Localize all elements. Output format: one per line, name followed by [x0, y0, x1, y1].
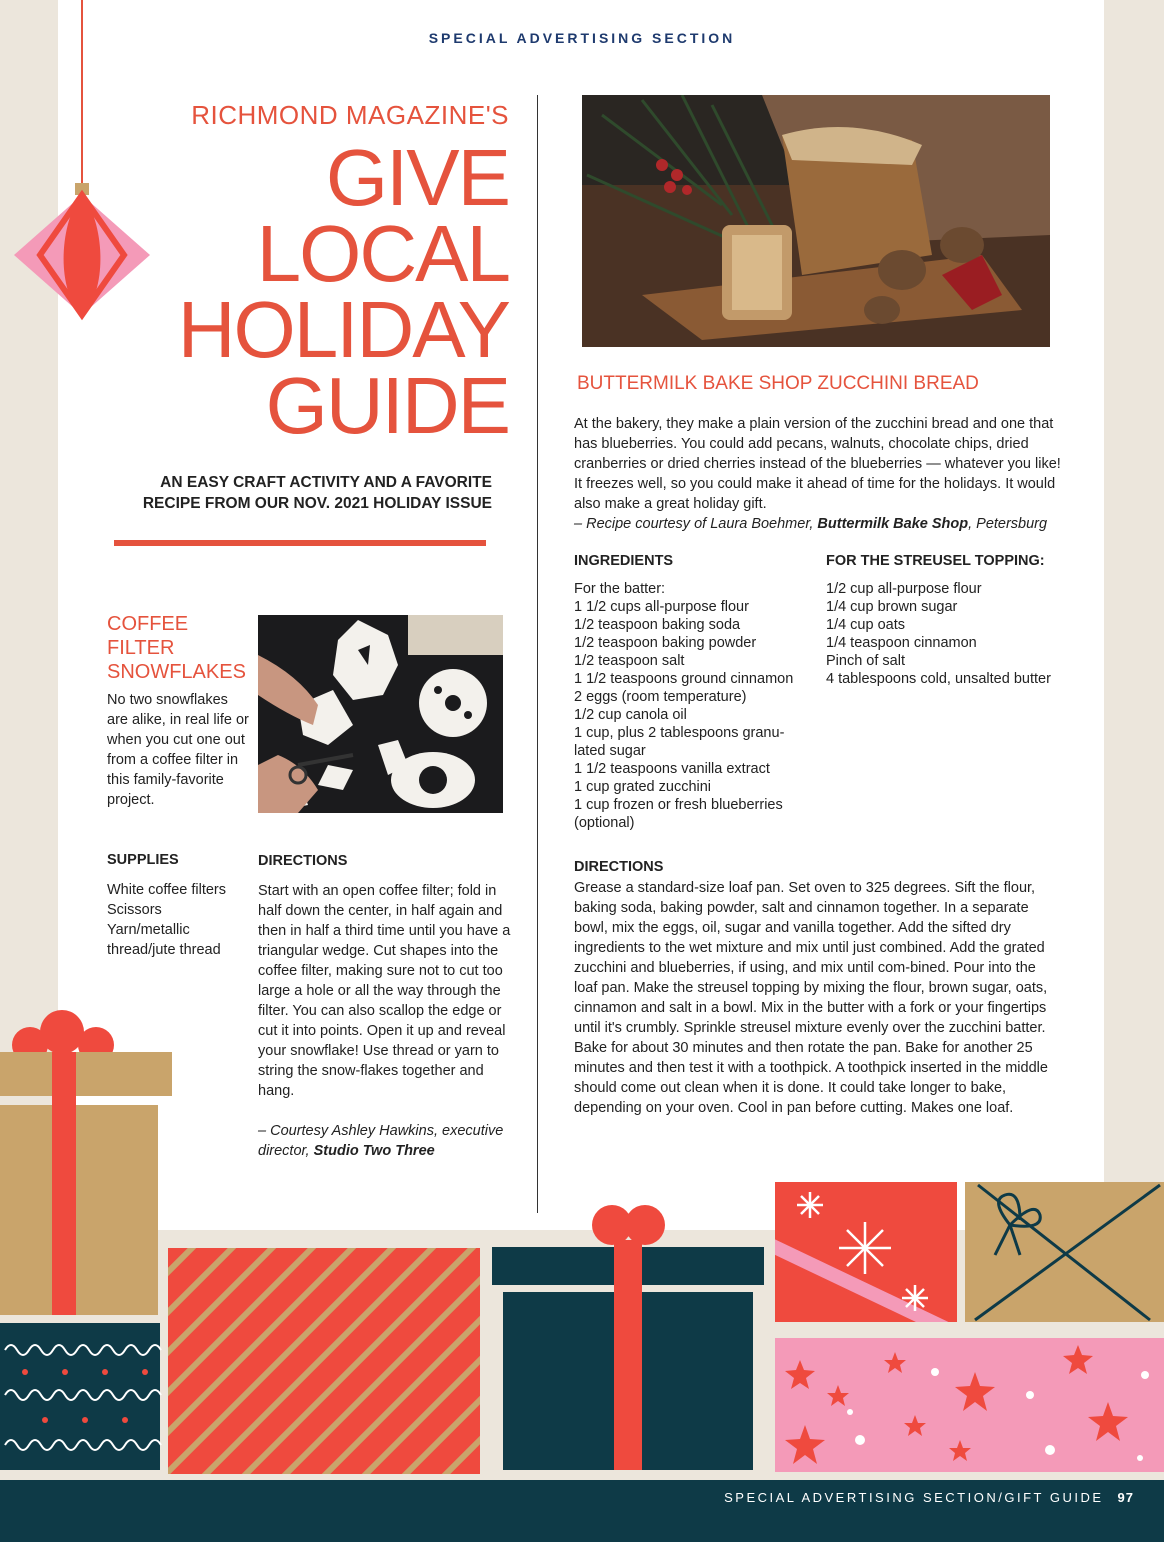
craft-intro: No two snowflakes are alike, in real life or when you cut one out from a coffee filter in this family-favorite project.	[107, 692, 249, 808]
divider-rule	[114, 540, 486, 546]
ingredient-item: 1/2 teaspoon salt	[574, 653, 685, 669]
title-line: LOCAL	[256, 209, 509, 298]
ingredient-item: 1/2 teaspoon baking soda	[574, 617, 741, 633]
ingredient-item: 1 cup frozen or fresh blueberries	[574, 797, 783, 813]
supplies-heading: SUPPLIES	[107, 852, 179, 868]
ingredient-item: 1/2 cup canola oil	[574, 707, 687, 723]
craft-directions-heading: DIRECTIONS	[258, 853, 348, 869]
ornament-icon	[14, 0, 150, 315]
ingredient-item: 1 cup grated zucchini	[574, 779, 712, 795]
craft-heading-line: SNOWFLAKES	[107, 661, 246, 683]
craft-credit-prefix: – Courtesy Ashley Hawkins, executive director,	[258, 1123, 504, 1159]
subtitle-line: AN EASY CRAFT ACTIVITY AND A FAVORITE	[160, 474, 492, 491]
craft-credit	[258, 1121, 528, 1161]
gift-teal-icon	[492, 1205, 764, 1470]
supply-item: White coffee filters	[107, 882, 227, 898]
subtitle-line: RECIPE FROM OUR NOV. 2021 HOLIDAY ISSUE	[142, 495, 492, 512]
page-title	[177, 133, 509, 450]
streusel-heading: FOR THE STREUSEL TOPPING:	[826, 553, 1045, 569]
streusel-item: 1/2 cup all-purpose flour	[826, 581, 982, 597]
craft-heading	[107, 612, 246, 684]
gift-left-icon	[0, 1010, 172, 1470]
section-header: SPECIAL ADVERTISING SECTION	[428, 30, 736, 46]
streusel-item: 1/4 teaspoon cinnamon	[826, 635, 977, 651]
title-line: GUIDE	[265, 361, 509, 450]
streusel-item: 1/4 cup brown sugar	[826, 599, 958, 615]
supply-item: Scissors	[107, 902, 162, 918]
ingredient-item: 2 eggs (room temperature)	[574, 689, 747, 705]
recipe-credit	[574, 514, 1064, 534]
craft-directions: Start with an open coffee filter; fold in half down the center, in half again and then in half a third time until you have a triangular wedge. Cut shapes into the coffee filter, making sure not to cut too large a hole or all the way through the filter. You can also scallop the edge or cut it into points. Open it up and reveal your snowflake! Use thread or yarn to string the snow-flakes together and hang.	[258, 883, 511, 1099]
zucchini-bread-photo	[582, 95, 1050, 347]
supply-item: thread/jute thread	[107, 942, 221, 958]
title-line: HOLIDAY	[177, 285, 509, 374]
footer-guide: GIFT GUIDE	[1004, 1490, 1104, 1505]
streusel-list	[826, 580, 1051, 688]
recipe-credit-name: Buttermilk Bake Shop	[817, 516, 969, 532]
craft-credit-name: Studio Two Three	[313, 1143, 435, 1159]
gift-twine-icon	[965, 1182, 1164, 1322]
ingredients-heading: INGREDIENTS	[574, 553, 674, 569]
gift-stars-icon	[775, 1338, 1164, 1472]
column-divider	[537, 95, 538, 1213]
gift-snowflake-icon	[760, 1180, 970, 1340]
ingredient-item: For the batter:	[574, 581, 666, 597]
title-line: GIVE	[325, 133, 509, 222]
recipe-directions: Grease a standard-size loaf pan. Set oven to 325 degrees. Sift the flour, baking soda, baking powder, salt and cinnamon together. In a separate bowl, mix the eggs, oil, sugar and vanilla together. Add the sifted dry ingredients to the wet mixture and mix until just combined. Add the grated zucchini and blueberries, if using, and mix until com-bined. Pour into the loaf pan. Make the streusel topping by mixing the flour, brown sugar, oats, cinnamon and salt in a bowl. Mix in the butter with a fork or your fingertips until it's crumbly. Sprinkle streusel mixture evenly over the zucchini batter. Bake for about 30 minutes and then rotate the pan. Bake for another 25 minutes and then test it with a toothpick. A toothpick inserted in the middle should come out clean when it is done. It could take longer to bake, depending on your oven. Cool in pan before cutting. Makes one loaf.	[574, 880, 1048, 1116]
page-subtitle	[72, 472, 492, 514]
ingredient-item: (optional)	[574, 815, 635, 831]
recipe-intro	[574, 414, 1064, 534]
recipe-title: BUTTERMILK BAKE SHOP ZUCCHINI BREAD	[577, 373, 979, 394]
craft-heading-line: COFFEE	[107, 613, 189, 635]
streusel-item: 1/4 cup oats	[826, 617, 905, 633]
title-kicker: RICHMOND MAGAZINE'S	[191, 100, 509, 130]
supplies-list	[107, 880, 257, 960]
streusel-item: Pinch of salt	[826, 653, 905, 669]
recipe-credit-prefix: – Recipe courtesy of Laura Boehmer,	[574, 516, 818, 532]
ingredient-item: 1 1/2 teaspoons vanilla extract	[574, 761, 770, 777]
footer-text	[724, 1490, 1134, 1505]
ingredient-item: 1/2 teaspoon baking powder	[574, 635, 757, 651]
ingredient-item: 1 1/2 teaspoons ground cinnamon	[574, 671, 794, 687]
ingredients-list	[574, 580, 793, 832]
snowflake-photo	[258, 615, 503, 813]
ingredient-item: 1 cup, plus 2 tablespoons granu-	[574, 725, 785, 741]
footer-section: SPECIAL ADVERTISING SECTION	[724, 1490, 999, 1505]
craft-heading-line: FILTER	[107, 637, 175, 659]
ingredient-item: 1 1/2 cups all-purpose flour	[574, 599, 749, 615]
footer-separator: /	[998, 1490, 1005, 1505]
streusel-item: 4 tablespoons cold, unsalted butter	[826, 671, 1051, 687]
recipe-credit-suffix: , Petersburg	[968, 516, 1048, 532]
ingredient-item: lated sugar	[574, 743, 646, 759]
page-number: 97	[1117, 1490, 1134, 1505]
supply-item: Yarn/metallic	[107, 922, 190, 938]
recipe-directions-heading: DIRECTIONS	[574, 859, 664, 875]
recipe-intro-text: At the bakery, they make a plain version of the zucchini bread and one that has blueberries. You could add pecans, walnuts, chocolate chips, dried cranberries or dried cherries instead of the blueberries — whatever you like! It freezes well, so you could make it ahead of time for the holidays. It would also make a great holiday gift.	[574, 416, 1061, 512]
